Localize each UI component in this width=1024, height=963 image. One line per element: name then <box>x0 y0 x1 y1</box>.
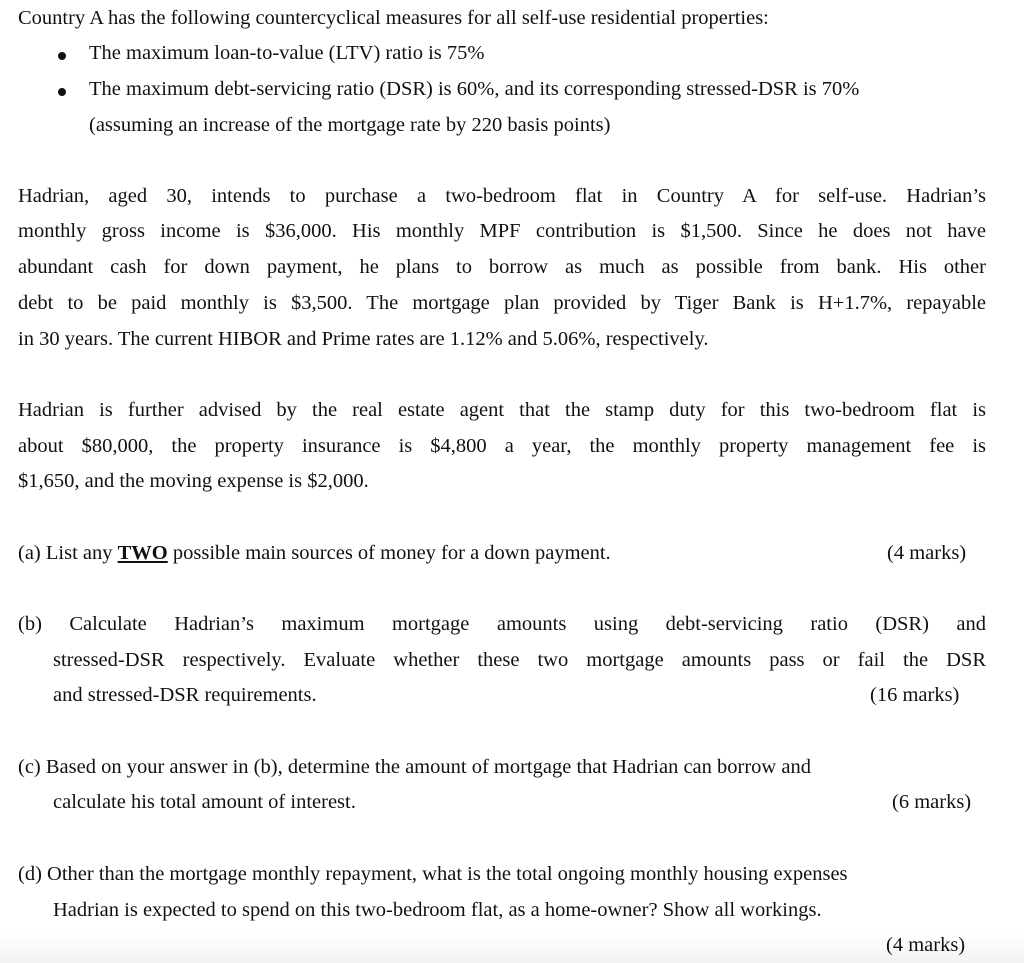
question-a <box>18 542 611 565</box>
bullet-icon <box>58 88 66 96</box>
dsr-bullet-line2: (assuming an increase of the mortgage rate by 220 basis points) <box>89 114 611 136</box>
question-a-suffix: possible main sources of money for a down payment. <box>167 542 611 564</box>
para1-line1: Hadrian, aged 30, intends to purchase a two-bedroom flat in Country A for self-use. Hadrian’s <box>18 185 986 207</box>
question-c-line1: (c) Based on your answer in (b), determine the amount of mortgage that Hadrian can borrow and <box>18 756 811 778</box>
question-c-marks: (6 marks) <box>892 791 972 813</box>
bullet-icon <box>58 52 66 60</box>
ltv-bullet: The maximum loan-to-value (LTV) ratio is 75% <box>89 42 485 64</box>
intro-line: Country A has the following countercyclical measures for all self-use residential properties: <box>18 7 769 29</box>
question-b-line1: (b) Calculate Hadrian’s maximum mortgage amounts using debt-servicing ratio (DSR) and <box>18 613 986 635</box>
para1-line4: debt to be paid monthly is $3,500. The mortgage plan provided by Tiger Bank is H+1.7%, repayable <box>18 292 986 314</box>
question-d-marks: (4 marks) <box>886 934 966 956</box>
question-b-line3: and stressed-DSR requirements. <box>53 684 317 706</box>
question-a-marks: (4 marks) <box>887 542 967 564</box>
question-a-emphasis: TWO <box>117 542 168 564</box>
para1-line2: monthly gross income is $36,000. His monthly MPF contribution is $1,500. Since he does not have <box>18 220 986 242</box>
dsr-bullet-line1: The maximum debt-servicing ratio (DSR) is 60%, and its corresponding stressed-DSR is 70% <box>89 78 860 100</box>
para1-line5: in 30 years. The current HIBOR and Prime rates are 1.12% and 5.06%, respectively. <box>18 328 709 350</box>
para2-line1: Hadrian is further advised by the real estate agent that the stamp duty for this two-bedroom flat is <box>18 399 986 421</box>
question-d-line2: Hadrian is expected to spend on this two-bedroom flat, as a home-owner? Show all workings. <box>53 899 822 921</box>
question-b-line2: stressed-DSR respectively. Evaluate whether these two mortgage amounts pass or fail the DSR <box>53 649 986 671</box>
page-bottom-shade <box>0 933 1024 963</box>
para1-line3: abundant cash for down payment, he plans to borrow as much as possible from bank. His other <box>18 256 986 278</box>
question-a-prefix: (a) List any <box>18 542 118 564</box>
para2-line3: $1,650, and the moving expense is $2,000. <box>18 470 369 492</box>
question-b-marks: (16 marks) <box>870 684 960 706</box>
question-d-line1: (d) Other than the mortgage monthly repayment, what is the total ongoing monthly housing expenses <box>18 863 848 885</box>
para2-line2: about $80,000, the property insurance is $4,800 a year, the monthly property management fee is <box>18 435 986 457</box>
question-c-line2: calculate his total amount of interest. <box>53 791 356 813</box>
